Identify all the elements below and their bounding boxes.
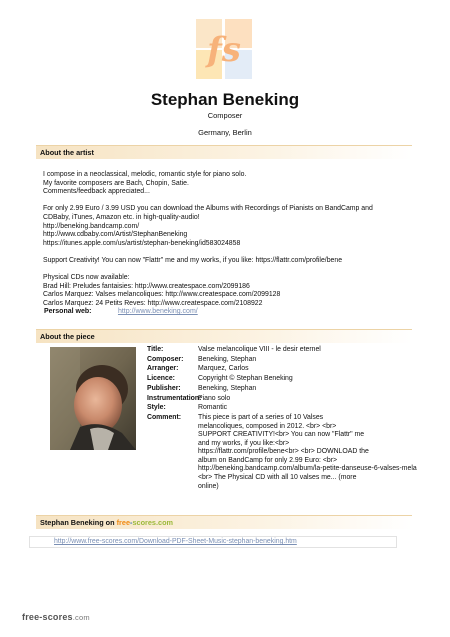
- portrait-photo: [50, 347, 136, 450]
- detail-row: [147, 403, 437, 413]
- brand-free: free: [116, 518, 131, 527]
- bio-line: Comments/feedback appreciated...: [43, 188, 150, 196]
- bio-line: [43, 197, 413, 206]
- free-scores-logo: [196, 19, 252, 79]
- detail-label: Licence:: [147, 375, 175, 383]
- artist-page-url-link[interactable]: http://www.free-scores.com/Download-PDF-Sheet-Music-stephan-beneking.htm: [54, 538, 297, 545]
- about-artist-heading: About the artist: [36, 145, 412, 159]
- bio-line: I compose in a neoclassical, melodic, romantic style for piano solo.: [43, 171, 247, 178]
- detail-value: Valse melancolique VIII - le desir eternel: [198, 346, 321, 353]
- bio-line: For only 2.99 Euro / 3.99 USD you can download the Albums with Recordings of Pianists on BandCamp and: [43, 205, 373, 213]
- comment-line: http://beneking.bandcamp.com/album/la-petite-danseuse-6-valses-mela: [198, 465, 417, 473]
- detail-row: [147, 355, 437, 365]
- detail-row: [147, 384, 437, 394]
- comment-line: This piece is part of a series of 10 Valses: [198, 413, 324, 421]
- artist-bio: [43, 171, 413, 309]
- detail-row: [147, 374, 437, 384]
- personal-web-link[interactable]: http://www.beneking.com/: [117, 308, 198, 315]
- detail-value: Copyright © Stephan Beneking: [198, 375, 293, 383]
- detail-row: [147, 364, 437, 374]
- detail-label: Composer:: [147, 355, 184, 363]
- artist-page-url-box: [29, 536, 397, 548]
- bio-line: My favorite composers are Bach, Chopin, Satie.: [43, 179, 189, 187]
- logo-letters: fs: [207, 30, 241, 70]
- brand-dash: -: [130, 518, 133, 527]
- footer-logo: [22, 612, 90, 622]
- detail-label: Instrumentation:: [147, 394, 202, 402]
- detail-value: Marquez, Carlos: [198, 365, 249, 373]
- artist-role: Composer: [207, 111, 243, 120]
- artist-name: Stephan Beneking: [150, 90, 300, 109]
- bio-line: https://itunes.apple.com/us/artist/stephan-beneking/id583024858: [43, 239, 241, 247]
- bio-line: Carlos Marquez: 24 Petits Reves: http://www.createspace.com/2108922: [43, 299, 263, 307]
- detail-value: Piano solo: [198, 394, 231, 402]
- detail-value: Romantic: [198, 404, 228, 412]
- comment-line: https://flattr.com/profile/bene<br> <br> DOWNLOAD the: [198, 448, 369, 456]
- bio-line: Brad Hill: Preludes fantaisies: http://www.createspace.com/2099186: [43, 282, 250, 290]
- brand-scores: scores.com: [132, 518, 174, 527]
- detail-row: [147, 394, 437, 404]
- detail-label: Publisher:: [147, 384, 181, 392]
- personal-web-row: [44, 308, 198, 315]
- on-site-heading: [36, 515, 412, 529]
- comment-line: online): [198, 482, 219, 490]
- detail-label: Arranger:: [147, 365, 179, 373]
- artist-location: Germany, Berlin: [198, 128, 252, 137]
- detail-value: Beneking, Stephan: [198, 384, 257, 392]
- comment-line: <br> The Physical CD with all 10 valses me... (more: [198, 474, 357, 482]
- detail-label: Style:: [147, 404, 166, 412]
- bio-line: [43, 266, 413, 275]
- detail-row: [147, 345, 437, 355]
- bio-line: [43, 248, 413, 257]
- footer-brand: free-scores: [22, 612, 73, 622]
- bio-line: Physical CDs now available:: [43, 274, 130, 282]
- bio-line: http://beneking.bandcamp.com/: [43, 222, 140, 230]
- on-site-prefix: Stephan Beneking on: [40, 518, 117, 527]
- comment-line: and my works, if you like:<br>: [198, 439, 290, 447]
- bio-line: Support Creativity! You can now "Flattr" me and my works, if you like: https://flattr.com/profile/bene: [43, 256, 343, 264]
- comment-row: [147, 413, 437, 491]
- comment-line: SUPPORT CREATIVITY!<br> You can now "Flattr" me: [198, 431, 365, 439]
- comment-label: Comment:: [147, 413, 182, 421]
- bio-line: http://www.cdbaby.com/Artist/StephanBeneking: [43, 231, 188, 239]
- about-piece-heading: About the piece: [36, 329, 412, 343]
- comment-text: [198, 413, 437, 491]
- comment-line: album on BandCamp for only 2.99 Euro: <br>: [198, 456, 338, 464]
- detail-value: Beneking, Stephan: [198, 355, 257, 363]
- bio-line: Carlos Marquez: Valses melancoliques: http://www.createspace.com/2099128: [43, 291, 281, 299]
- piece-details: [147, 345, 437, 491]
- comment-line: melancoliques, composed in 2012. <br> <br>: [198, 422, 337, 430]
- bio-line: CDBaby, iTunes, Amazon etc. in high-quality-audio!: [43, 213, 200, 221]
- personal-web-label: Personal web:: [44, 308, 92, 315]
- footer-suffix: .com: [72, 613, 90, 622]
- detail-label: Title:: [147, 346, 164, 353]
